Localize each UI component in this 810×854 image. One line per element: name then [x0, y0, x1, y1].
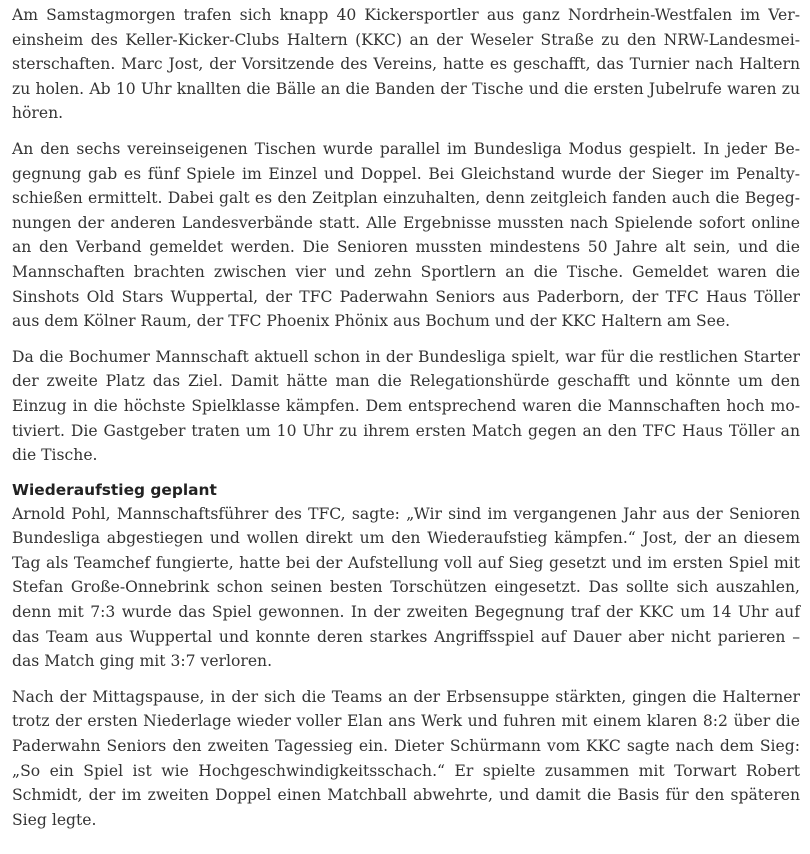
- article-paragraph: An den sechs vereinseigenen Tischen wurde parallel im Bundesliga Modus gespielt. In jeder Begegnung gab es fünf Spiele im Einzel und Doppel. Bei Gleichstand wurde der Sieger im Penaltyschießen ermittelt. Dabei galt es den Zeitplan einzuhalten, denn zeitgleich fanden auch die Begegnungen der anderen Landesverbände statt. Alle Ergebnisse mussten nach Spielende sofort online an den Verband gemeldet werden. Die Senioren mussten mindestens 50 Jahre alt sein, und die Mannschaften brachten zwischen vier und zehn Sportlern an die Tische. Gemeldet waren die Sinshots Old Stars Wuppertal, der TFC Paderwahn Seniors aus Paderborn, der TFC Haus Töller aus dem Kölner Raum, der TFC Phoenix Phönix aus Bochum und der KKC Haltern am See.: [12, 139, 800, 331]
- article-paragraph: Am Samstagmorgen trafen sich knapp 40 Kickersportler aus ganz Nordrhein-Westfalen im Vereinsheim des Keller-Kicker-Clubs Haltern (KKC) an der Weseler Straße zu den NRW-Landesmeisterschaften. Marc Jost, der Vorsitzende des Vereins, hatte es geschafft, das Turnier nach Haltern zu holen. Ab 10 Uhr knallten die Bälle an die Banden der Tische und die ersten Jubelrufe waren zu hören.: [12, 6, 800, 123]
- article-subheading: Wiederaufstieg geplant: [12, 480, 217, 499]
- article-paragraph: Arnold Pohl, Mannschaftsführer des TFC, sagte: „Wir sind im vergangenen Jahr aus der Senioren Bundesliga abgestiegen und wollen direkt um den Wiederaufstieg kämpfen.“ Jost, der an diesem Tag als Teamchef fungierte, hatte bei der Aufstellung voll auf Sieg gesetzt und im ersten Spiel mit Stefan Große-Onnebrink schon seinen besten Torschützen eingesetzt. Das sollte sich auszahlen, denn mit 7:3 wurde das Spiel gewonnen. In der zweiten Begegnung traf der KKC um 14 Uhr auf das Team aus Wuppertal und konnte deren starkes Angriffsspiel auf Dauer aber nicht parieren – das Match ging mit 3:7 verloren.: [12, 504, 800, 671]
- article-paragraph: Nach der Mittagspause, in der sich die Teams an der Erbsensuppe stärkten, gingen die Halterner trotz der ersten Niederlage wieder voller Elan ans Werk und fuhren mit einem klaren 8:2 über die Paderwahn Seniors den zweiten Tagessieg ein. Dieter Schürmann vom KKC sagte nach dem Sieg: „So ein Spiel ist wie Hochgeschwindigkeitsschach.“ Er spielte zusammen mit Torwart Robert Schmidt, der im zweiten Doppel einen Matchball abwehrte, und damit die Basis für den späteren Sieg legte.: [12, 687, 800, 829]
- article-paragraph: Da die Bochumer Mannschaft aktuell schon in der Bundesliga spielt, war für die restlichen Starter der zweite Platz das Ziel. Damit hätte man die Relegationshürde geschafft und könnte um den Einzug in die höchste Spielklasse kämpfen. Dem entsprechend waren die Mannschaften hoch motiviert. Die Gastgeber traten um 10 Uhr zu ihrem ersten Match gegen an den TFC Haus Töller an die Tische.: [12, 347, 800, 465]
